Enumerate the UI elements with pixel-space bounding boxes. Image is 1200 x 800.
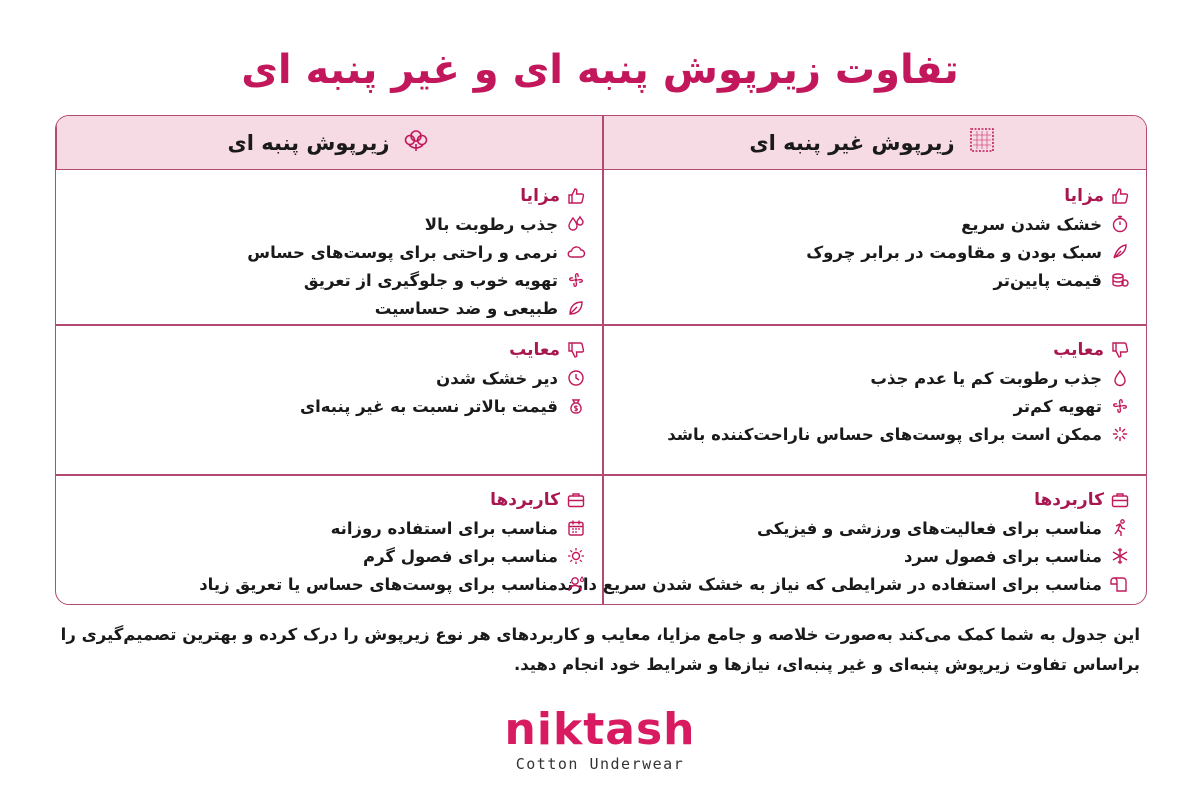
cotton-flower-icon bbox=[401, 125, 431, 160]
cotton-disadvantages bbox=[56, 326, 602, 420]
thumbs-up-icon bbox=[566, 186, 586, 206]
list-item: مناسب برای استفاده در شرایطی که نیاز به خشک شدن سریع دارند bbox=[616, 570, 1130, 598]
list-item: مناسب برای استفاده روزانه bbox=[72, 514, 586, 542]
section-title-disadvantages: معایب bbox=[1053, 340, 1104, 360]
header-non-cotton bbox=[600, 116, 1146, 170]
logo-wordmark: niktash bbox=[504, 704, 696, 755]
timer-icon bbox=[1110, 214, 1130, 234]
snowflake-icon bbox=[1110, 546, 1130, 566]
cotton-advantages bbox=[56, 172, 602, 322]
coins-icon bbox=[1110, 270, 1130, 290]
list-item: سبک بودن و مقاومت در برابر چروک bbox=[616, 238, 1130, 266]
summary-note: این جدول به شما کمک می‌کند به‌صورت خلاصه و جامع مزایا، معایب و کاربردهای هر نوع زیرپوش را درک کرده و بهترین تصمیم‌گیری را براساس تفاوت زیرپوش پنبه‌ای و غیر پنبه‌ای، نیازها و شرایط خود انجام دهید. bbox=[60, 625, 1140, 674]
towel-icon bbox=[1110, 574, 1130, 594]
header-non-cotton-label: زیرپوش غیر پنبه ای bbox=[749, 130, 955, 155]
list-item: مناسب برای فعالیت‌های ورزشی و فیزیکی bbox=[616, 514, 1130, 542]
list-item: جذب رطوبت کم یا عدم جذب bbox=[616, 364, 1130, 392]
clock-icon bbox=[566, 368, 586, 388]
thumbs-up-icon bbox=[1110, 186, 1130, 206]
leaf-icon bbox=[566, 298, 586, 318]
list-item: قیمت بالاتر نسبت به غیر پنبه‌ای bbox=[72, 392, 586, 420]
non-cotton-uses bbox=[557, 476, 1146, 598]
list-item: خشک شدن سریع bbox=[616, 210, 1130, 238]
non-cotton-advantages bbox=[600, 172, 1146, 294]
logo-tagline: Cotton Underwear bbox=[515, 755, 685, 773]
section-title-advantages: مزایا bbox=[1064, 186, 1104, 206]
list-item: قیمت پایین‌تر bbox=[616, 266, 1130, 294]
briefcase-icon bbox=[1110, 490, 1130, 510]
thumbs-down-icon bbox=[566, 340, 586, 360]
section-title-advantages: مزایا bbox=[520, 186, 560, 206]
non-cotton-disadvantages bbox=[600, 326, 1146, 448]
fan-icon bbox=[1110, 396, 1130, 416]
page-title: تفاوت زیرپوش پنبه ای و غیر پنبه ای bbox=[241, 47, 959, 93]
fan-icon bbox=[566, 270, 586, 290]
cloud-icon bbox=[566, 242, 586, 262]
money-bag-icon bbox=[566, 396, 586, 416]
list-item: تهویه کم‌تر bbox=[616, 392, 1130, 420]
fabric-icon bbox=[967, 125, 997, 160]
briefcase-icon bbox=[566, 490, 586, 510]
droplet-icon bbox=[1110, 368, 1130, 388]
list-item: مناسب برای پوست‌های حساس یا تعریق زیاد bbox=[72, 570, 586, 598]
feather-icon bbox=[1110, 242, 1130, 262]
cotton-uses bbox=[56, 476, 602, 598]
user-sweat-icon bbox=[566, 574, 586, 594]
running-icon bbox=[1110, 518, 1130, 538]
thumbs-down-icon bbox=[1110, 340, 1130, 360]
header-cotton-label: زیرپوش پنبه ای bbox=[227, 130, 390, 155]
droplets-icon bbox=[566, 214, 586, 234]
calendar-icon bbox=[566, 518, 586, 538]
list-item: ممکن است برای پوست‌های حساس ناراحت‌کننده باشد bbox=[616, 420, 1130, 448]
section-title-disadvantages: معایب bbox=[509, 340, 560, 360]
header-cotton bbox=[56, 116, 602, 170]
list-item: دیر خشک شدن bbox=[72, 364, 586, 392]
irritation-icon bbox=[1110, 424, 1130, 444]
comparison-table bbox=[55, 115, 1147, 605]
section-title-uses: کاربردها bbox=[1034, 490, 1104, 510]
list-item: تهویه خوب و جلوگیری از تعریق bbox=[72, 266, 586, 294]
list-item: جذب رطوبت بالا bbox=[72, 210, 586, 238]
list-item: مناسب برای فصول سرد bbox=[616, 542, 1130, 570]
sun-icon bbox=[566, 546, 586, 566]
section-title-uses: کاربردها bbox=[490, 490, 560, 510]
list-item: مناسب برای فصول گرم bbox=[72, 542, 586, 570]
list-item: طبیعی و ضد حساسیت bbox=[72, 294, 586, 322]
list-item: نرمی و راحتی برای پوست‌های حساس bbox=[72, 238, 586, 266]
brand-logo bbox=[0, 705, 1200, 773]
